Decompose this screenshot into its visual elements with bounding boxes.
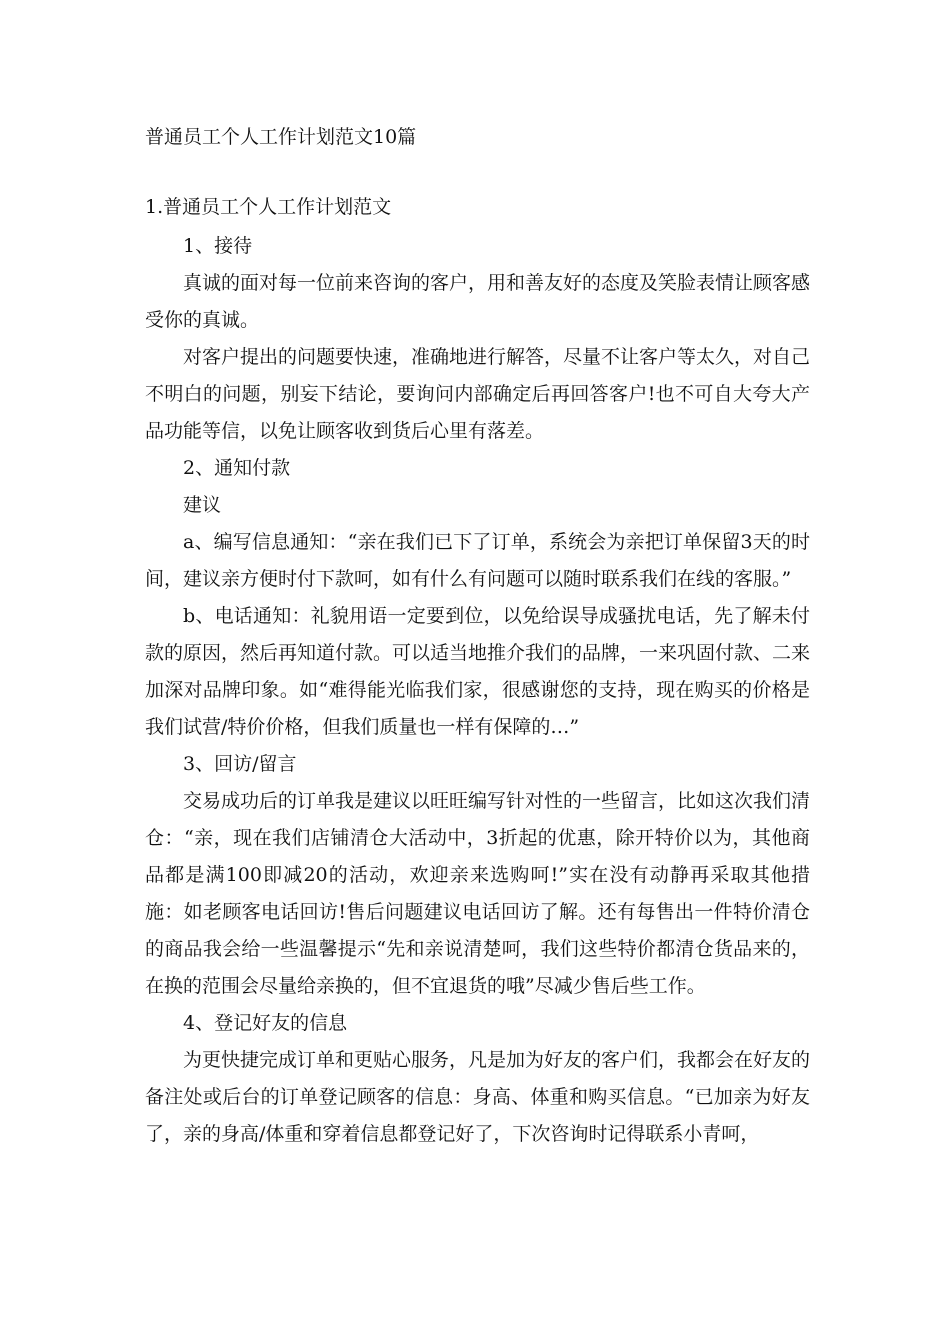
paragraph: a、编写信息通知：“亲在我们已下了订单，系统会为亲把订单保留3天的时间，建议亲方便时付下款呵，如有什么有问题可以随时联系我们在线的客服。” — [145, 531, 810, 590]
paragraph: 真诚的面对每一位前来咨询的客户，用和善友好的态度及笑脸表情让顾客感受你的真诚。 — [145, 272, 811, 331]
section-title: 1.普通员工个人工作计划范文 — [145, 196, 392, 218]
document-page — [145, 121, 810, 1153]
heading-reception: 1、接待 — [183, 235, 253, 257]
paragraph: 为更快捷完成订单和更贴心服务，凡是加为好友的客户们，我都会在好友的备注处或后台的订单登记顾客的信息：身高、体重和购买信息。“已加亲为好友了，亲的身高/体重和穿着信息都登记好了，下次咨询时记得联系小青呵， — [145, 1049, 811, 1145]
heading-revisit: 3、回访/留言 — [183, 753, 297, 775]
document-title: 普通员工个人工作计划范文10篇 — [145, 126, 417, 148]
paragraph: 对客户提出的问题要快速，准确地进行解答，尽量不让客户等太久，对自己不明白的问题，别妄下结论，要询问内部确定后再回答客户!也不可自大夸大产品功能等信，以免让顾客收到货后心里有落差。 — [145, 346, 811, 442]
paragraph: b、电话通知：礼貌用语一定要到位，以免给误导成骚扰电话，先了解未付款的原因，然后再知道付款。可以适当地推介我们的品牌，一来巩固付款、二来加深对品牌印象。如“难得能光临我们家，很感谢您的支持，现在购买的价格是我们试营/特价价格，但我们质量也一样有保障的…” — [145, 605, 811, 738]
heading-register-friends: 4、登记好友的信息 — [183, 1012, 348, 1034]
heading-payment-notice: 2、通知付款 — [183, 457, 291, 479]
heading-suggestion: 建议 — [183, 494, 222, 516]
paragraph: 交易成功后的订单我是建议以旺旺编写针对性的一些留言，比如这次我们清仓：“亲，现在我们店铺清仓大活动中，3折起的优惠，除开特价以为，其他商品都是满100即减20的活动，欢迎亲来选购呵!”实在没有动静再采取其他措施：如老顾客电话回访!售后问题建议电话回访了解。还有每售出一件特价清仓的商品我会给一些温馨提示“先和亲说清楚呵，我们这些特价都清仓货品来的，在换的范围会尽量给亲换的，但不宜退货的哦”尽减少售后些工作。 — [145, 790, 811, 997]
